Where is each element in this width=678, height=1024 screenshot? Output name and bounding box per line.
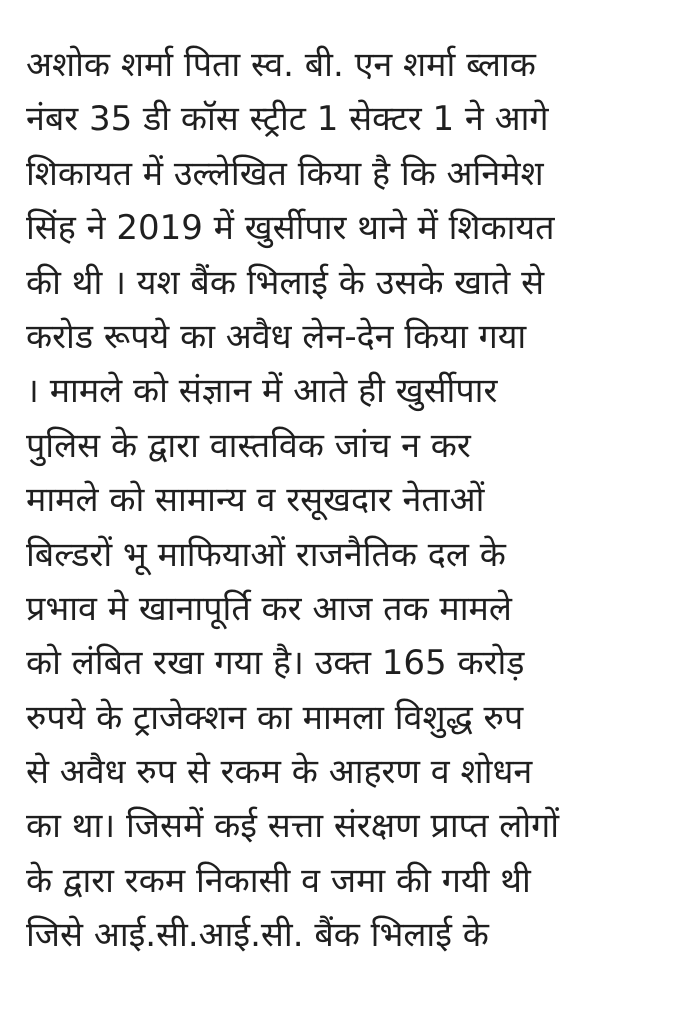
text-line: बिल्डरों भू माफियाओं राजनैतिक दल के xyxy=(26,534,506,575)
text-line: अशोक शर्मा पिता स्व. बी. एन शर्मा ब्लाक xyxy=(26,45,536,85)
text-line: से अवैध रुप से रकम के आहरण व शोधन xyxy=(26,752,533,793)
text-line: को लंबित रखा गया है। उक्त 165 करोड़ xyxy=(26,643,525,684)
text-line: की थी । यश बैंक भिलाई के उसके खाते से xyxy=(26,262,545,303)
article-text xyxy=(26,38,666,963)
text-line: मामले को सामान्य व रसूखदार नेताओं xyxy=(26,480,485,521)
text-line: । मामले को संज्ञान में आते ही खुर्सीपार xyxy=(26,371,498,412)
text-line: के द्वारा रकम निकासी व जमा की गयी थी xyxy=(26,860,531,901)
text-line: शिकायत में उल्लेखित किया है कि अनिमेश xyxy=(26,153,544,194)
text-line: प्रभाव मे खानापूर्ति कर आज तक मामले xyxy=(26,588,512,629)
text-line: नंबर 35 डी कॉस स्ट्रीट 1 सेक्टर 1 ने आगे xyxy=(26,99,549,140)
text-line: जिसे आई.सी.आई.सी. बैंक भिलाई के xyxy=(26,915,489,956)
text-line: करोड रूपये का अवैध लेन-देन किया गया xyxy=(26,316,527,357)
text-line: का था। जिसमें कई सत्ता संरक्षण प्राप्त लोगों xyxy=(26,806,560,847)
text-line: सिंह ने 2019 में खुर्सीपार थाने में शिकायत xyxy=(26,208,555,249)
text-line: रुपये के ट्राजेक्शन का मामला विशुद्ध रुप xyxy=(26,697,524,738)
text-line: पुलिस के द्वारा वास्तविक जांच न कर xyxy=(26,425,471,466)
